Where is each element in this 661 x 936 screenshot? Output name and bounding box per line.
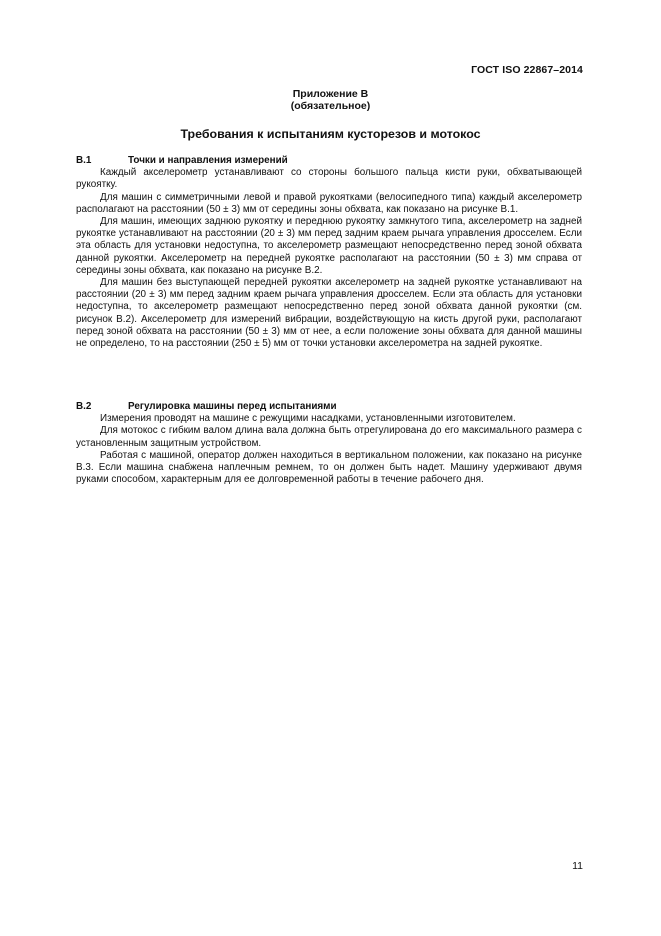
- annex-title: Требования к испытаниям кусторезов и мотокос: [180, 127, 481, 141]
- annex-heading: [0, 88, 661, 112]
- paragraph: [76, 413, 582, 425]
- annex-status: (обязательное): [290, 100, 371, 112]
- section-number: В.1: [76, 155, 92, 166]
- section-title: Регулировка машины перед испытаниями: [128, 401, 337, 412]
- paragraph-text: Для машин, имеющих заднюю рукоятку и переднюю рукоятку замкнутого типа, акселерометр на задней рукоятке устанавливают на расстоянии (20 ± 3) мм перед задним краем рычага управления дросселем. Если эта область для установки недоступна, то акселерометр размещают непосредственно перед зоной обхвата данной рукоятки. Акселерометр на передней рукоятке располагают на расстоянии (50 ± 3) мм справа от середины зоны обхвата, как показано на рисунке В.2.: [76, 216, 582, 276]
- section-b1: [76, 155, 582, 350]
- paragraph-text: Измерения проводят на машине с режущими насадками, установленными изготовителем.: [100, 413, 516, 425]
- standard-code: ГОСТ ISO 22867–2014: [471, 64, 583, 76]
- paragraph: [76, 277, 582, 350]
- section-heading: [76, 401, 582, 413]
- paragraph-text: Для мотокос с гибким валом длина вала должна быть отрегулирована до его максимального размера с установленным защитным устройством.: [76, 425, 582, 449]
- paragraph: [76, 450, 582, 487]
- paragraph: [76, 216, 582, 277]
- paragraph: [76, 192, 582, 216]
- paragraph-text: Для машин с симметричными левой и правой рукоятками (велосипедного типа) каждый акселерометр располагают на расстоянии (50 ± 3) мм от середины зоны обхвата, как показано на рисунке В.1.: [76, 191, 582, 215]
- paragraph-text: Работая с машиной, оператор должен находиться в вертикальном положении, как показано на рисунке В.3. Если машина снабжена наплечным ремнем, то он должен быть надет. Машину удерживают двумя руками способом, характерным для ее долговременной работы в течение рабочего дня.: [76, 449, 582, 486]
- paragraph-text: Каждый акселерометр устанавливают со стороны большого пальца кисти руки, обхватывающей рукоятку.: [76, 167, 582, 191]
- paragraph: [76, 167, 582, 191]
- paragraph: [76, 425, 582, 449]
- paragraph-text: Для машин без выступающей передней рукоятки акселерометр на задней рукоятке устанавливают на расстоянии (20 ± 3) мм перед задним краем рычага управления дросселем. Если эта область для установки недоступна, то акселерометр размещают непосредственно перед зоной обхвата данной рукоятки (см. рисунок В.2). Акселерометр для измерений вибрации, воздействующую на кисть другой руки, располагают перед зоной обхвата на расстоянии (50 ± 3) мм от нее, а если положение зоны обхвата для данной машины не определено, то на расстоянии (250 ± 5) мм от точки установки акселерометра на задней рукоятке.: [76, 277, 582, 350]
- section-number: В.2: [76, 401, 92, 412]
- annex-label: Приложение В: [292, 88, 369, 100]
- page-number: 11: [572, 860, 583, 872]
- section-b2: [76, 401, 582, 486]
- section-heading: [76, 155, 582, 167]
- section-title: Точки и направления измерений: [128, 155, 288, 166]
